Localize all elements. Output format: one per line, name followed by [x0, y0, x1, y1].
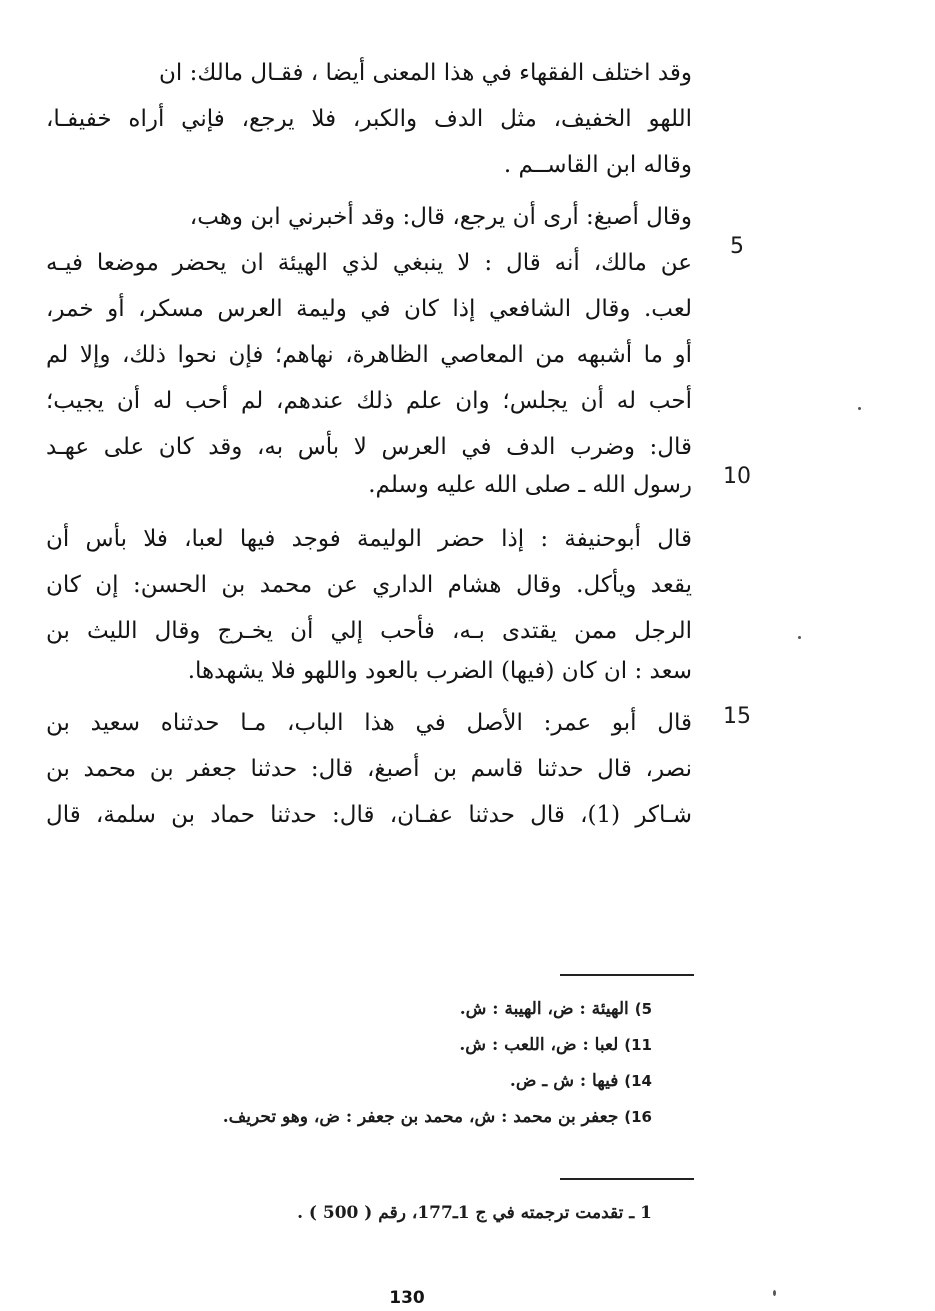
variant-note-text: فيها : ش ـ ض. — [509, 1071, 619, 1091]
variant-note-number: 5) — [634, 1000, 652, 1018]
footnote-separator-rule — [560, 1178, 694, 1180]
page-number: 130 — [389, 1288, 425, 1308]
body-line-13: الرجل ممن يقتدى بـه، فأحب إلي أن يخـرج وقال الليث بن — [46, 618, 692, 644]
body-line-15: قال أبو عمر: الأصل في هذا الباب، مـا حدثناه سعيد بن — [46, 710, 692, 736]
body-line-3: وقاله ابن القاســم . — [503, 152, 692, 178]
body-line-8: أحب له أن يجلس؛ وان علم ذلك عندهم، لم أحب له أن يجيب؛ — [46, 388, 692, 414]
body-line-14: سعد : ان كان (فيها) الضرب بالعود واللهو فلا يشهدها. — [187, 658, 692, 684]
variant-note-text: جعفر بن محمد : ش، محمد بن جعفر : ض، وهو تحريف. — [222, 1107, 619, 1127]
variant-note — [100, 1030, 652, 1060]
scan-speck — [858, 407, 861, 410]
variant-note — [100, 994, 652, 1024]
body-line-11: قال أبوحنيفة : إذا حضر الوليمة فوجد فيها لعبا، فلا بأس أن — [46, 526, 692, 552]
body-line-6: لعب. وقال الشافعي إذا كان في وليمة العرس مسكر، أو خمر، — [46, 296, 692, 322]
body-line-17: شـاكر (1)، قال حدثنا عفـان، قال: حدثنا حماد بن سلمة، قال — [46, 802, 692, 828]
variant-note — [100, 1102, 652, 1132]
line-number-10: 10 — [723, 464, 751, 489]
variant-note — [100, 1066, 652, 1096]
variant-note-text: لعبا : ض، اللعب : ش. — [459, 1035, 619, 1055]
body-line-2: اللهو الخفيف، مثل الدف والكبر، فلا يرجع، فإني أراه خفيفـا، — [46, 106, 692, 132]
body-line-9: قال: وضرب الدف في العرس لا بأس به، وقد كان على عهـد — [46, 434, 692, 460]
variant-note-text: الهيئة : ض، الهيبة : ش. — [459, 999, 629, 1019]
line-number-5: 5 — [730, 234, 744, 259]
notes-separator-rule — [560, 974, 694, 976]
variant-note-number: 11) — [624, 1036, 652, 1054]
body-line-1: وقد اختلف الفقهاء في هذا المعنى أيضا ، فقـال مالك: ان — [158, 60, 692, 86]
variant-note-number: 14) — [624, 1072, 652, 1090]
body-line-12: يقعد ويأكل. وقال هشام الداري عن محمد بن الحسن: إن كان — [46, 572, 692, 598]
scan-speck — [773, 1290, 776, 1296]
variant-note-number: 16) — [624, 1108, 652, 1126]
footnote: 1 ـ تقدمت ترجمته في ج 1ـ177، رقم ( 500 ) . — [297, 1203, 652, 1223]
scan-speck — [798, 636, 801, 639]
line-number-15: 15 — [723, 704, 751, 729]
body-line-4: وقال أصبغ: أرى أن يرجع، قال: وقد أخبرني ابن وهب، — [189, 204, 692, 230]
body-line-10: رسول الله ـ صلى الله عليه وسلم. — [368, 472, 692, 498]
body-line-5: عن مالك، أنه قال : لا ينبغي لذي الهيئة ان يحضر موضعا فيـه — [46, 250, 692, 276]
body-line-7: أو ما أشبهه من المعاصي الظاهرة، نهاهم؛ فإن نحوا ذلك، وإلا لم — [46, 342, 692, 368]
body-line-16: نصر، قال حدثنا قاسم بن أصبغ، قال: حدثنا جعفر بن محمد بن — [46, 756, 692, 782]
